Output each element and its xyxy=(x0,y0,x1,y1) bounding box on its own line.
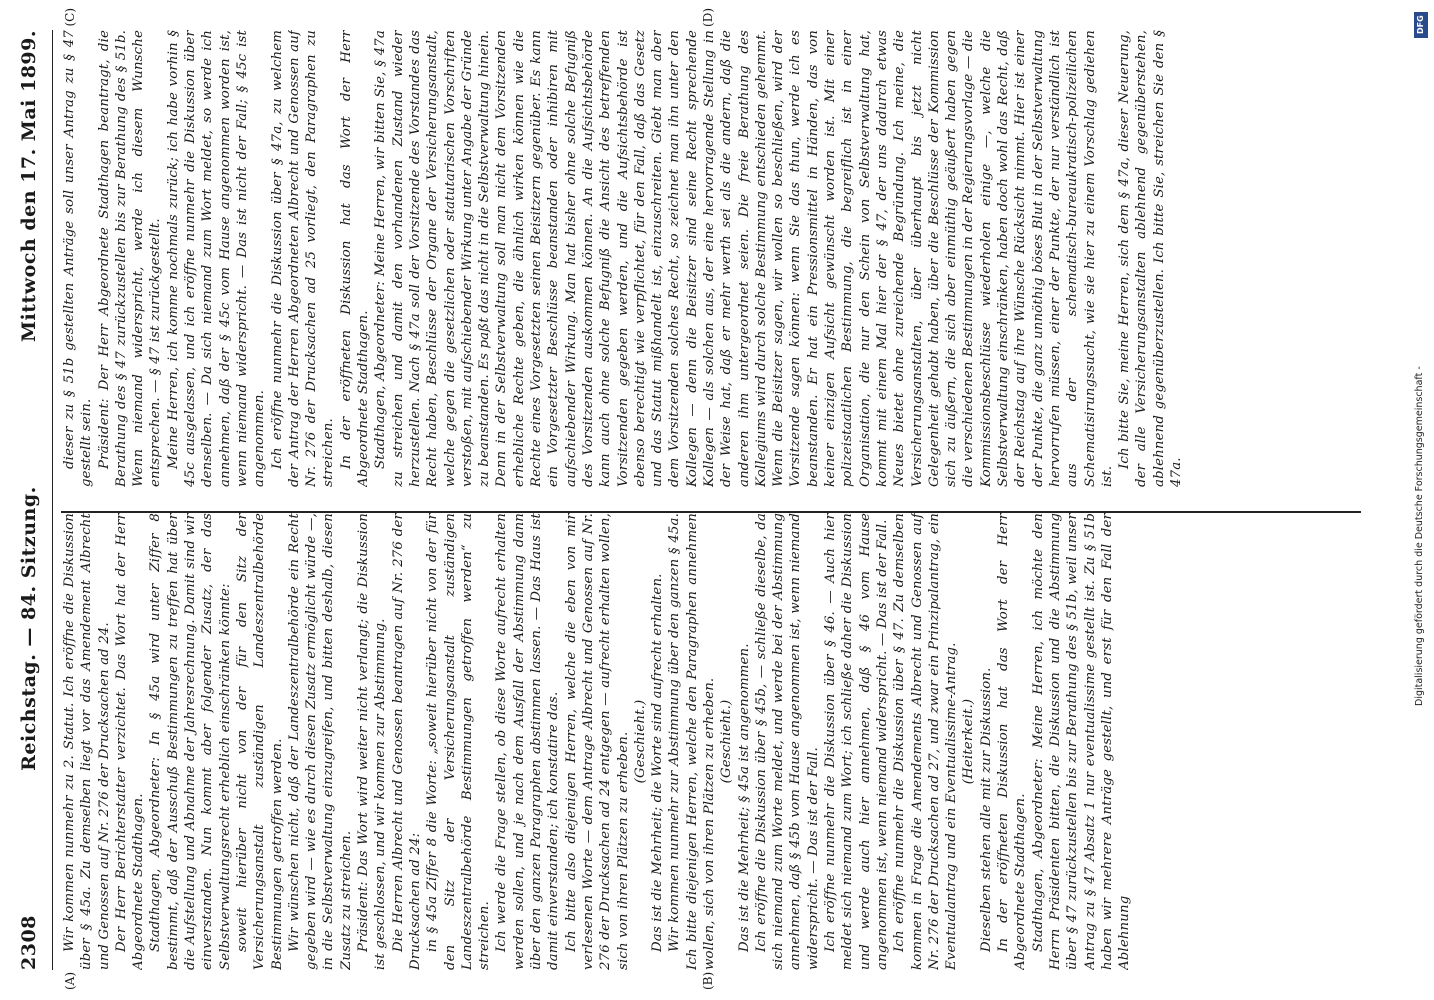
page-header xyxy=(18,30,53,970)
column-divider xyxy=(61,511,1361,513)
page-number: 2308 xyxy=(18,915,40,970)
text-columns xyxy=(61,8,1361,990)
paragraph: Wir kommen nunmehr zu 2. Statut. Ich eröffne die Diskussion über § 45a. Zu demselben liegt vor das Amendement Albrecht und Genossen auf Nr. 276 der Drucksachen ad 24. xyxy=(62,513,112,970)
paragraph: Stadthagen, Abgeordneter: Meine Herren, wir bitten Sie, § 47a zu streichen und damit den vorhandenen Zustand wieder herzustellen. Nach § 47a soll der Vorsitzende des Vorstandes das Recht haben, Beschlüsse der Organe der Versicherungsanstalt, welche gegen die gesetzlichen oder statutarischen Vorschriften verstoßen, mit aufschiebender Wirkung unter Angabe der Gründe zu beanstanden. Es paßt das nicht in die Selbstverwaltung hinein. Denn in der Selbstverwaltung soll man nicht dem Vorsitzenden erhebliche Rechte geben, die ähnlich wirken können wie die Rechte eines Vorgesetzten seinen Beisitzern gegenüber. Es kann ein Vorgesetzter Beschlüsse beanstanden oder inhibiren mit aufschiebender Wirkung. Man hat bisher ohne solche Befugniß des Vorsitzenden auskommen können. An die Aufsichtsbehörde kann auch ohne solche Befugniß die Ansicht des betreffenden Vorsitzenden gegeben werden, und die Aufsichtsbehörde ist ebenso berechtigt wie verpflichtet, für den Fall, daß das Gesetz und das Statut mißhandelt ist, einzuschreiten. Giebt man aber dem Vorsitzenden solches Recht, so zeichnet man ihn unter den Kollegen — denn die Beisitzer sind seine Recht sprechende Kollegen — als solchen aus, der eine hervorragende Stellung in der Weise hat, daß er mehr werth sei als die andern, daß die anderen ihm untergeordnet seien. Die freie Berathung des Kollegiums wird durch solche Bestimmung entschieden gehemmt. Wenn die Beisitzer sagen, wir wollen so beschließen, wird der Vorsitzende sagen können: wenn Sie das thun, werde ich es beanstanden. Er hat ein Pressionsmittel in Händen, das von keiner einzigen Aufsicht gewünscht worden ist. Mit einer polizeistaatlichen Bestimmung, die begreiflich ist in einer Organisation, die nur den Schein von Selbstverwaltung hat, kommt mit einem Mal hier der § 47, der uns dadurch etwas Neues bietet ohne zureichende Begründung. Ich meine, die Versicherungsanstalten, über überhaupt bis jetzt nicht Gelegenheit gehabt haben, über die Beschlüsse der Kommission sich zu äußern, die sich aber einmüthig geäußert haben gegen die verschiedenen Bestimmungen in der Regierungsvorlage — die Kommissionsbeschlüsse wiederholen einige —, welche die Selbstverwaltung einschränken, haben doch wohl das Recht, daß der Reichstag auf ihre Wünsche Rücksicht nimmt. Hier ist einer der Punkte, die ganz unnöthig böses Blut in der Selbstverwaltung hervorrufen müssen, einer der Punkte, der nur verständlich ist aus der schematisch-bureaukratisch-polizeilichen Schematisirungssucht, wie sie hier zu einem Vorschlag gediehen ist. xyxy=(373,30,1115,487)
paragraph: Präsident: Der Herr Abgeordnete Stadthagen beantragt, die Berathung des § 47 zurückzustellen bis zur Berathung des § 51b. Wenn niemand widerspricht, werde ich diesem Wunsche entsprechen. — § 47 ist zurückgestellt. xyxy=(96,30,164,487)
paragraph: (Geschieht.) xyxy=(632,699,648,784)
paragraph: Wir kommen nunmehr zur Abstimmung über den ganzen § 45a. Ich bitte diejenigen Herren, welche den Paragraphen annehmen wollen, sich von ihren Plätzen zu erheben. xyxy=(667,513,717,970)
session-date: Mittwoch den 17. Mai 1899. xyxy=(18,30,40,342)
paragraph: (Heiterkeit.) xyxy=(961,698,977,785)
margin-marker-b: (B) xyxy=(701,971,715,990)
paragraph: Das ist die Mehrheit; § 45a ist angenommen. xyxy=(736,643,752,952)
paragraph: Ich eröffne nunmehr die Diskussion über § 47. Zu demselben kommen in Frage die Amendements Albrecht und Genossen auf Nr. 276 der Drucksachen ad 27, und zwar ein Prinzipalantrag, ein Eventualantrag und ein Eventualissime-Antrag. xyxy=(892,513,960,970)
document-page xyxy=(8,8,1403,992)
paragraph: (Geschieht.) xyxy=(719,699,735,784)
paragraph: Ich eröffne nunmehr die Diskussion über § 47a, zu welchem der Antrag der Herren Abgeordneten Albrecht und Genossen auf Nr. 276 der Drucksachen ad 25 vorliegt, den Paragraphen zu streichen. xyxy=(269,30,337,487)
paragraph: dieser zu § 51b gestellten Anträge soll unser Antrag zu § 47 gestellt sein. xyxy=(62,30,95,487)
paragraph: Das ist die Mehrheit; die Worte sind aufrecht erhalten. xyxy=(650,573,666,952)
paragraph: Ich bitte also diejenigen Herren, welche die eben von mir verlesenen Worte — dem Antrage Albrecht und Genossen auf Nr. 276 der Drucksachen ad 24 entgegen — aufrecht erhalten wollen, sich von ihren Plätzen zu erheben. xyxy=(563,513,631,970)
margin-marker-c: (C) xyxy=(63,8,77,27)
paragraph: Wir wünschen nicht, daß der Landeszentralbehörde ein Recht gegeben wird — wie es durch diesen Zusatz ermöglicht würde —, in die Selbstverwaltung einzugreifen, und bitten deshalb, diesen Zusatz zu streichen. xyxy=(286,513,354,970)
paragraph: Stadthagen, Abgeordneter: In § 45a wird unter Ziffer 8 bestimmt, daß der Ausschuß Bestimmungen zu treffen hat über die Aufstellung und Abnahme der Jahresrechnung. Damit sind wir einverstanden. Nun kommt aber folgender Zusatz, der das Selbstverwaltungsrecht erheblich einschränken könnte: xyxy=(148,513,233,970)
paragraph: Ich eröffne die Diskussion über § 45b, — schließe dieselbe, da sich niemand zum Worte meldet, und werde bei der Abstimmung annehmen, daß § 45b vom Hause angenommen ist, wenn niemand widerspricht. — Das ist der Fall. xyxy=(753,513,821,970)
margin-marker-a: (A) xyxy=(63,971,77,990)
paragraph: Der Herr Berichterstatter verzichtet. Das Wort hat der Herr Abgeordnete Stadthagen. xyxy=(113,513,147,970)
paragraph: Ich werde die Frage stellen, ob diese Worte aufrecht erhalten werden sollen, und je nach dem Ausfall der Abstimmung dann über den ganzen Paragraphen abstimmen lassen. — Das Haus ist damit einverstanden; ich konstatire das. xyxy=(494,513,562,970)
margin-marker-d: (D) xyxy=(701,8,715,27)
session-title: Reichstag. — 84. Sitzung. xyxy=(18,486,40,771)
dfg-logo: DFG xyxy=(1414,12,1428,38)
paragraph: in § 45a Ziffer 8 die Worte: „soweit hierüber nicht von der für den Sitz der Versicherungsanstalt zuständigen Landeszentralbehörde Bestimmungen getroffen werden“ zu streichen. xyxy=(425,513,493,970)
paragraph: Meine Herren, ich komme nochmals zurück; ich habe vorhin § 45c ausgelassen, und ich eröffne nunmehr die Diskussion über denselben. — Da sich niemand zum Wort meldet, so werde ich annehmen, daß der § 45c vom Hause angenommen worden ist, wenn niemand widerspricht. — Das ist nicht der Fall; § 45c ist angenommen. xyxy=(165,30,268,487)
paragraph: Ich eröffne nunmehr die Diskussion über § 46. — Auch hier meldet sich niemand zum Wort; ich schließe daher die Diskussion und werde auch hier annehmen, daß § 46 vom Hause angenommen ist, wenn niemand widerspricht. — Das ist der Fall. xyxy=(823,513,890,970)
left-column xyxy=(61,513,1361,970)
paragraph: Ich bitte Sie, meine Herren, sich dem § 47a, dieser Neuerung, der alle Versicherungsanstalten ablehnend gegenüberstehen, ablehnend gegenüberzustellen. Ich bitte Sie, streichen Sie den § 47a. xyxy=(1117,30,1184,487)
paragraph: Die Herren Albrecht und Genossen beantragen auf Nr. 276 der Drucksachen ad 24: xyxy=(390,513,423,970)
paragraph: In der eröffneten Diskussion hat das Wort der Herr Abgeordnete Stadthagen. xyxy=(338,30,372,487)
paragraph: soweit hierüber nicht von der für den Sitz der Versicherungsanstalt zuständigen Landeszentralbehörde Bestimmungen getroffen werden. xyxy=(234,513,285,970)
digitization-credit: Digitalisierung gefördert durch die Deutsche Forschungsgemeinschaft - xyxy=(1414,366,1425,706)
paragraph: In der eröffneten Diskussion hat das Wort der Herr Abgeordnete Stadthagen. xyxy=(996,513,1029,970)
paragraph: Präsident: Das Wort wird weiter nicht verlangt; die Diskussion ist geschlossen, und wir kommen zur Abstimmung. xyxy=(356,513,389,970)
paragraph: Dieselben stehen alle mit zur Diskussion. xyxy=(978,667,994,952)
right-column xyxy=(61,30,1361,487)
digitization-credit-strip xyxy=(1414,6,1428,994)
paragraph: Stadthagen, Abgeordneter: Meine Herren, ich möchte den Herrn Präsidenten bitten, die Diskussion und die Abstimmung über § 47 zurückzustellen bis zur Berathung des § 51b, weil unser Antrag zu § 47 Absatz 1 nur eventualissime gestellt ist. Zu § 51b haben wir mehrere Anträge gestellt, und erst für den Fall der Ablehnung xyxy=(1030,513,1133,970)
